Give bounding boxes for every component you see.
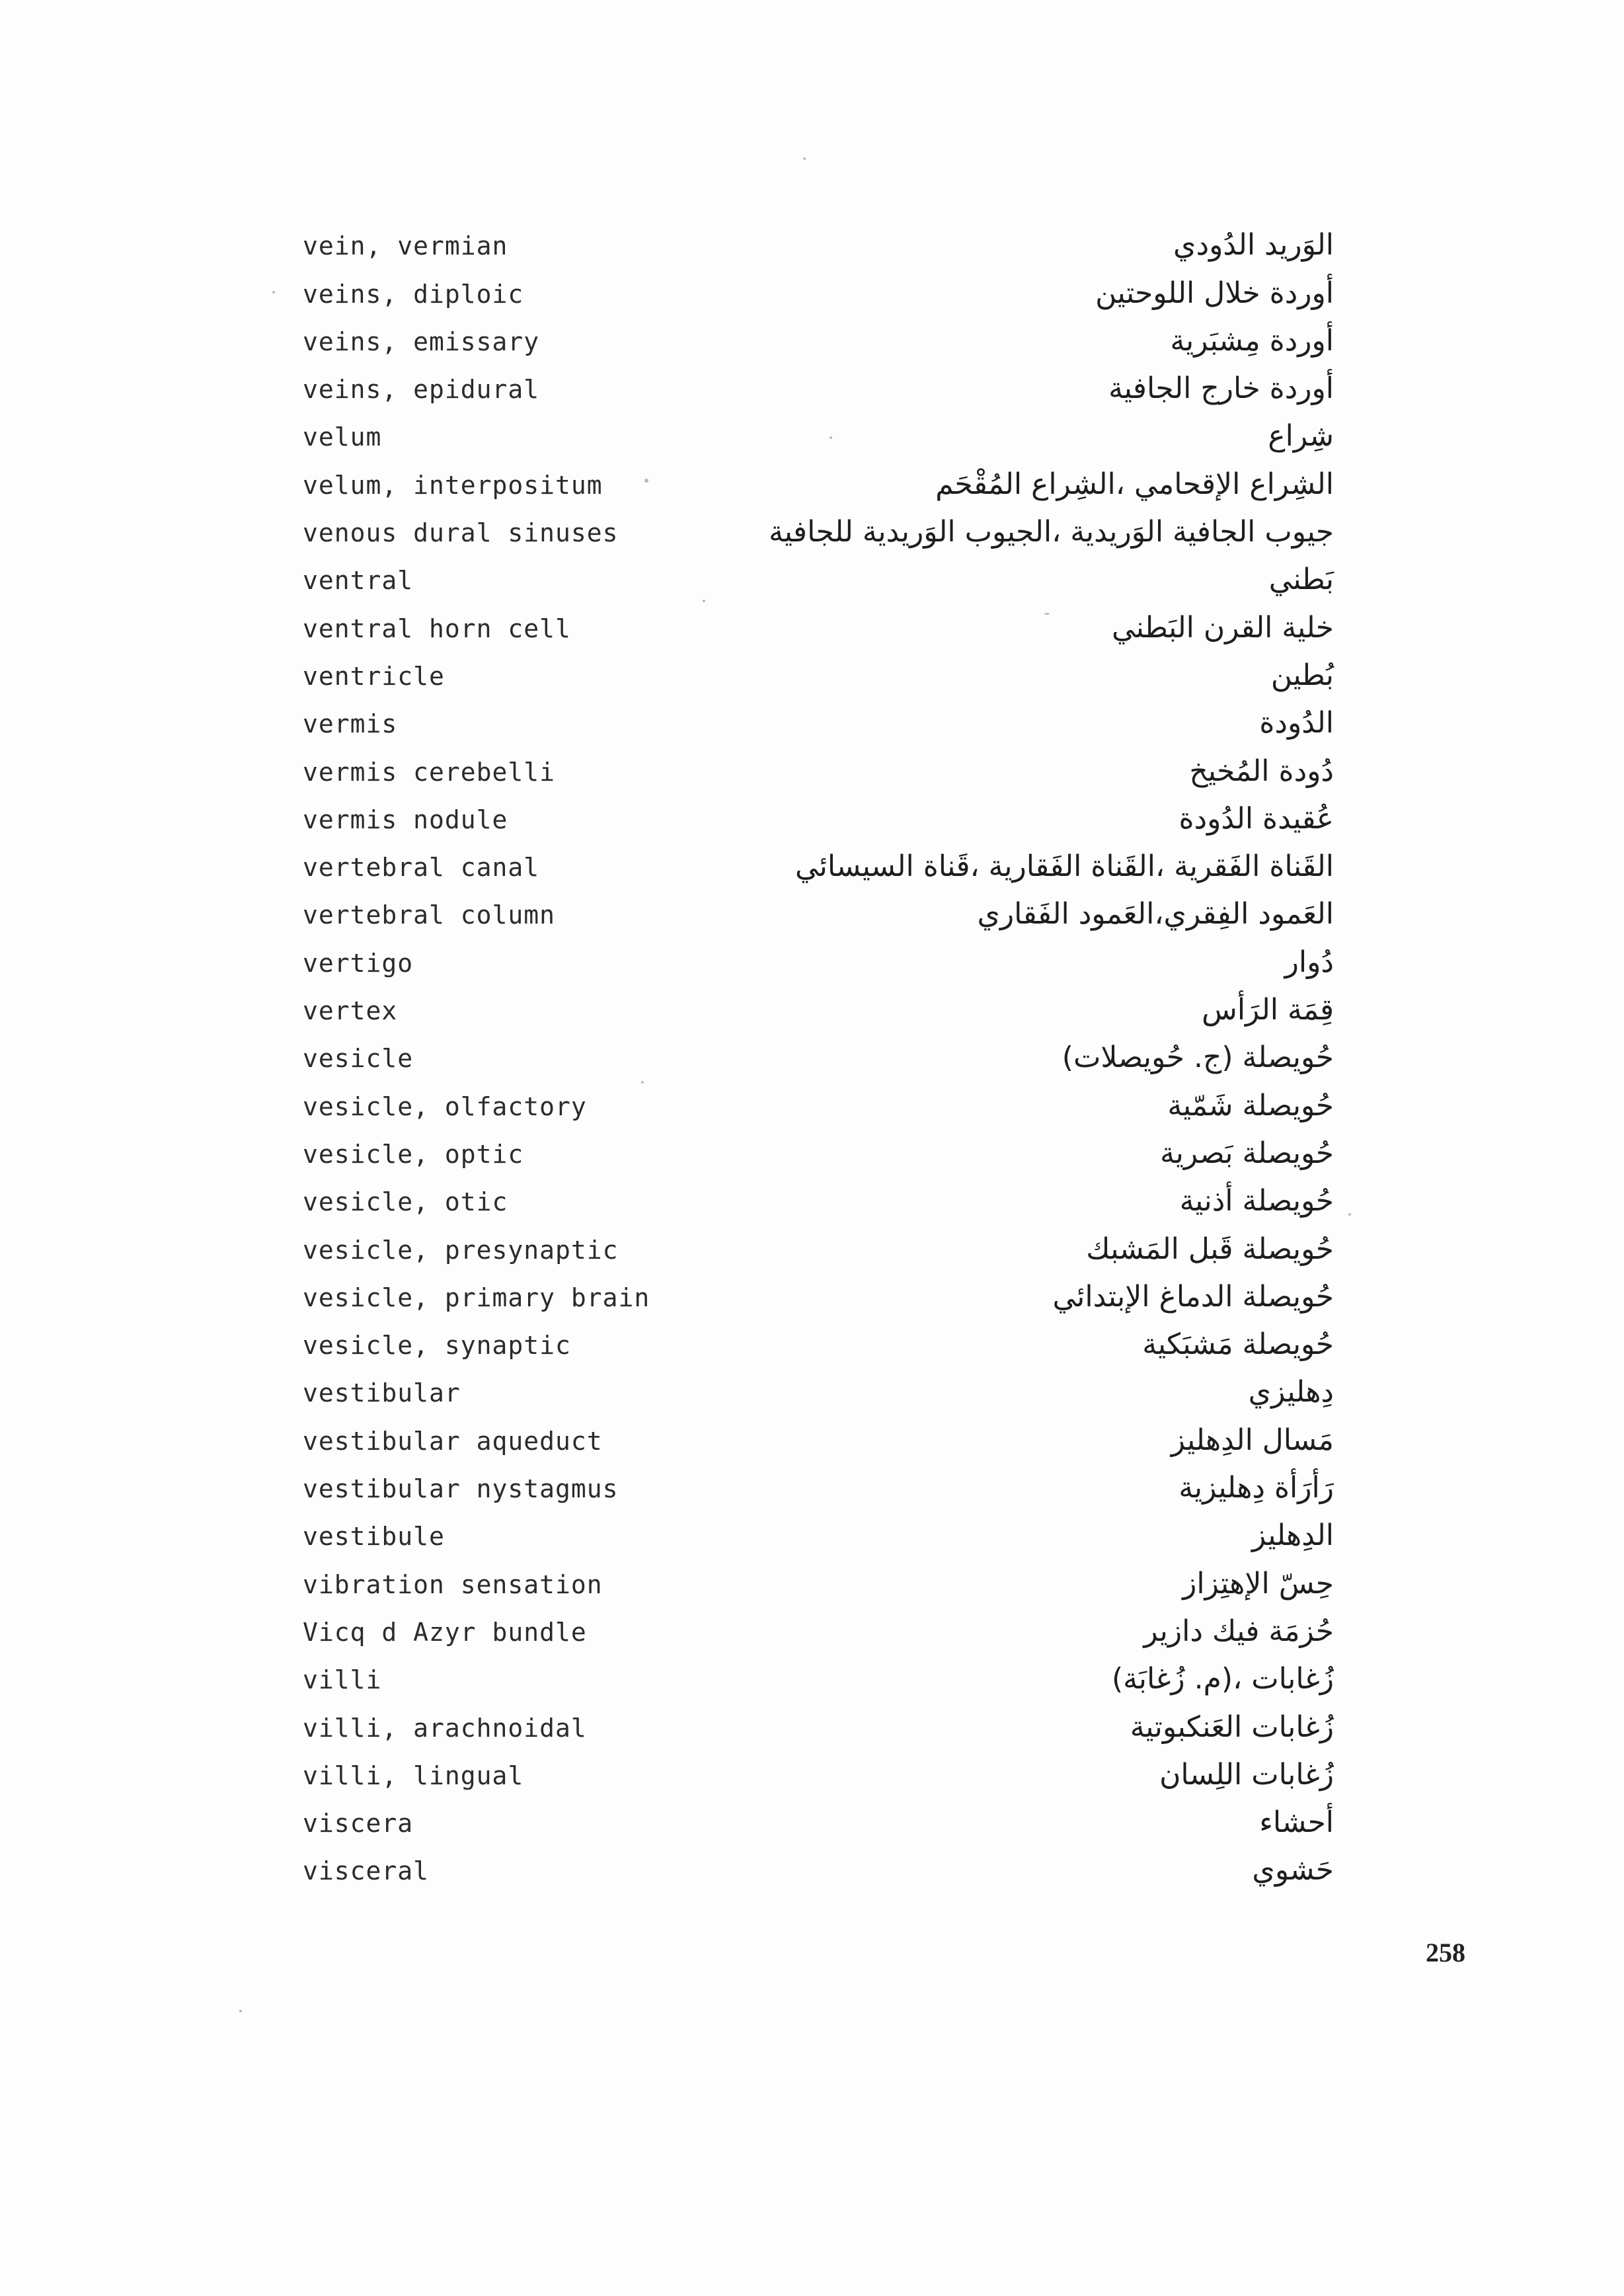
- glossary-list: [303, 218, 1334, 1891]
- english-term: viscera: [303, 1809, 414, 1839]
- arabic-translation: حُويصلة بَصرية: [1160, 1136, 1334, 1170]
- arabic-translation: دُودة المُخيخ: [1189, 754, 1334, 788]
- arabic-translation: زُغابات العَنكبوتية: [1130, 1710, 1334, 1744]
- english-term: velum: [303, 422, 382, 452]
- english-term: vertebral canal: [303, 853, 540, 883]
- english-term: vesicle, synaptic: [303, 1331, 571, 1361]
- english-term: villi, arachnoidal: [303, 1713, 587, 1743]
- glossary-entry: [303, 1461, 1334, 1509]
- english-term: vermis nodule: [303, 805, 508, 834]
- english-term: villi, lingual: [303, 1761, 524, 1790]
- english-term: visceral: [303, 1856, 430, 1886]
- english-term: vestibular aqueduct: [303, 1426, 603, 1456]
- arabic-translation: أوردة خارج الجافية: [1108, 372, 1334, 406]
- arabic-translation: مَسال الدِهليز: [1171, 1423, 1334, 1457]
- scan-speck: [703, 600, 705, 602]
- arabic-translation: الدِهليز: [1251, 1519, 1334, 1553]
- english-term: veins, emissary: [303, 327, 540, 356]
- english-term: Vicq d Azyr bundle: [303, 1617, 587, 1647]
- arabic-translation: حَشوي: [1252, 1853, 1334, 1887]
- arabic-translation: بَطني: [1268, 563, 1334, 597]
- arabic-translation: العَمود الفِقري،العَمود الفَقاري: [977, 897, 1334, 931]
- glossary-entry: [303, 314, 1334, 362]
- english-term: vestibular: [303, 1378, 461, 1408]
- english-term: vermis cerebelli: [303, 757, 556, 787]
- scan-speck: [272, 291, 275, 294]
- english-term: vestibular nystagmus: [303, 1474, 619, 1504]
- glossary-entry: [303, 266, 1334, 313]
- english-term: velum, interpositum: [303, 470, 603, 500]
- glossary-entry: [303, 1318, 1334, 1365]
- scan-speck: [803, 157, 806, 160]
- glossary-entry: [303, 409, 1334, 457]
- glossary-entry: [303, 1843, 1334, 1891]
- arabic-translation: خلية القرن البَطني: [1111, 610, 1334, 645]
- english-term: vibration sensation: [303, 1569, 603, 1599]
- english-term: veins, epidural: [303, 375, 540, 405]
- glossary-entry: [303, 600, 1334, 648]
- glossary-entry: [303, 1078, 1334, 1126]
- arabic-translation: حُويصلة (ج. حُويصلات): [1062, 1041, 1334, 1075]
- glossary-entry: [303, 505, 1334, 553]
- arabic-translation: عُقيدة الدُودة: [1179, 801, 1334, 836]
- scan-speck: [1044, 613, 1050, 615]
- scan-speck: [239, 2010, 242, 2012]
- glossary-entry: [303, 1748, 1334, 1796]
- glossary-entry: [303, 1222, 1334, 1269]
- scan-speck: [1348, 1213, 1351, 1216]
- english-term: vesicle: [303, 1044, 414, 1074]
- glossary-entry: [303, 1556, 1334, 1604]
- arabic-translation: الوَريد الدُودي: [1173, 228, 1334, 262]
- scan-speck: [644, 479, 648, 483]
- glossary-entry: [303, 1652, 1334, 1700]
- arabic-translation: القَناة الفَقرية ،القَناة الفَقارية ،قَناة السيسائي: [795, 850, 1334, 884]
- glossary-entry: [303, 935, 1334, 982]
- glossary-entry: [303, 1413, 1334, 1460]
- arabic-translation: حُويصلة قَبل المَشبك: [1086, 1232, 1334, 1266]
- glossary-entry: [303, 649, 1334, 696]
- arabic-translation: رَأرَأة دِهليزية: [1179, 1471, 1334, 1505]
- arabic-translation: حُزمَة فيك دازير: [1143, 1614, 1334, 1648]
- english-term: ventral horn cell: [303, 614, 571, 643]
- glossary-entry: [303, 840, 1334, 887]
- glossary-entry: [303, 1509, 1334, 1556]
- page-number: 258: [1426, 1938, 1465, 1967]
- scan-speck: [830, 436, 832, 439]
- english-term: ventral: [303, 566, 414, 596]
- arabic-translation: قِمَة الرَأس: [1202, 993, 1334, 1027]
- glossary-entry: [303, 553, 1334, 600]
- english-term: vertex: [303, 996, 398, 1026]
- english-term: vermis: [303, 709, 398, 739]
- arabic-translation: أحشاء: [1259, 1805, 1334, 1840]
- arabic-translation: شِراع: [1268, 419, 1334, 454]
- arabic-translation: جيوب الجافية الوَريدية ،الجيوب الوَريدية للجافية: [769, 515, 1334, 549]
- english-term: vesicle, primary brain: [303, 1283, 650, 1312]
- arabic-translation: حِسّ الإهتِزاز: [1182, 1566, 1334, 1601]
- glossary-entry: [303, 457, 1334, 504]
- glossary-entry: [303, 1365, 1334, 1413]
- english-term: vertebral column: [303, 900, 556, 930]
- glossary-entry: [303, 1270, 1334, 1318]
- glossary-entry: [303, 696, 1334, 744]
- glossary-entry: [303, 744, 1334, 791]
- glossary-entry: [303, 1796, 1334, 1843]
- arabic-translation: حُويصلة أذنية: [1179, 1184, 1334, 1218]
- arabic-translation: الدُودة: [1259, 706, 1334, 740]
- english-term: vesicle, presynaptic: [303, 1235, 619, 1265]
- english-term: vein, vermian: [303, 231, 508, 261]
- glossary-entry: [303, 792, 1334, 840]
- english-term: vertigo: [303, 948, 414, 978]
- glossary-entry: [303, 983, 1334, 1031]
- glossary-entry: [303, 1700, 1334, 1747]
- scan-speck: [641, 1081, 644, 1084]
- english-term: veins, diploic: [303, 279, 524, 309]
- english-term: ventricle: [303, 661, 445, 691]
- english-term: venous dural sinuses: [303, 518, 619, 548]
- glossary-entry: [303, 218, 1334, 266]
- glossary-entry: [303, 887, 1334, 935]
- glossary-entry: [303, 1174, 1334, 1222]
- arabic-translation: حُويصلة شَمّية: [1167, 1088, 1334, 1123]
- arabic-translation: زُغابات ،(م. زُغابَة): [1112, 1662, 1334, 1696]
- glossary-entry: [303, 1031, 1334, 1078]
- english-term: villi: [303, 1665, 382, 1695]
- arabic-translation: أوردة مِشبَرية: [1170, 323, 1334, 358]
- arabic-translation: أوردة خلال اللوحتين: [1095, 276, 1334, 310]
- english-term: vesicle, otic: [303, 1187, 508, 1217]
- arabic-translation: الشِراع الإقحامي ،الشِراع المُقْحَم: [935, 467, 1334, 501]
- arabic-translation: حُويصلة مَشبَكية: [1142, 1327, 1334, 1362]
- arabic-translation: دُوار: [1284, 945, 1334, 979]
- glossary-entry: [303, 362, 1334, 409]
- arabic-translation: بُطين: [1270, 658, 1334, 692]
- glossary-entry: [303, 1127, 1334, 1174]
- arabic-translation: حُويصلة الدماغ الإبتدائي: [1052, 1279, 1334, 1314]
- arabic-translation: دِهليزي: [1248, 1375, 1334, 1409]
- english-term: vesicle, olfactory: [303, 1091, 587, 1121]
- english-term: vestibule: [303, 1522, 445, 1552]
- arabic-translation: زُغابات اللِسان: [1159, 1757, 1334, 1792]
- english-term: vesicle, optic: [303, 1139, 524, 1169]
- glossary-entry: [303, 1604, 1334, 1652]
